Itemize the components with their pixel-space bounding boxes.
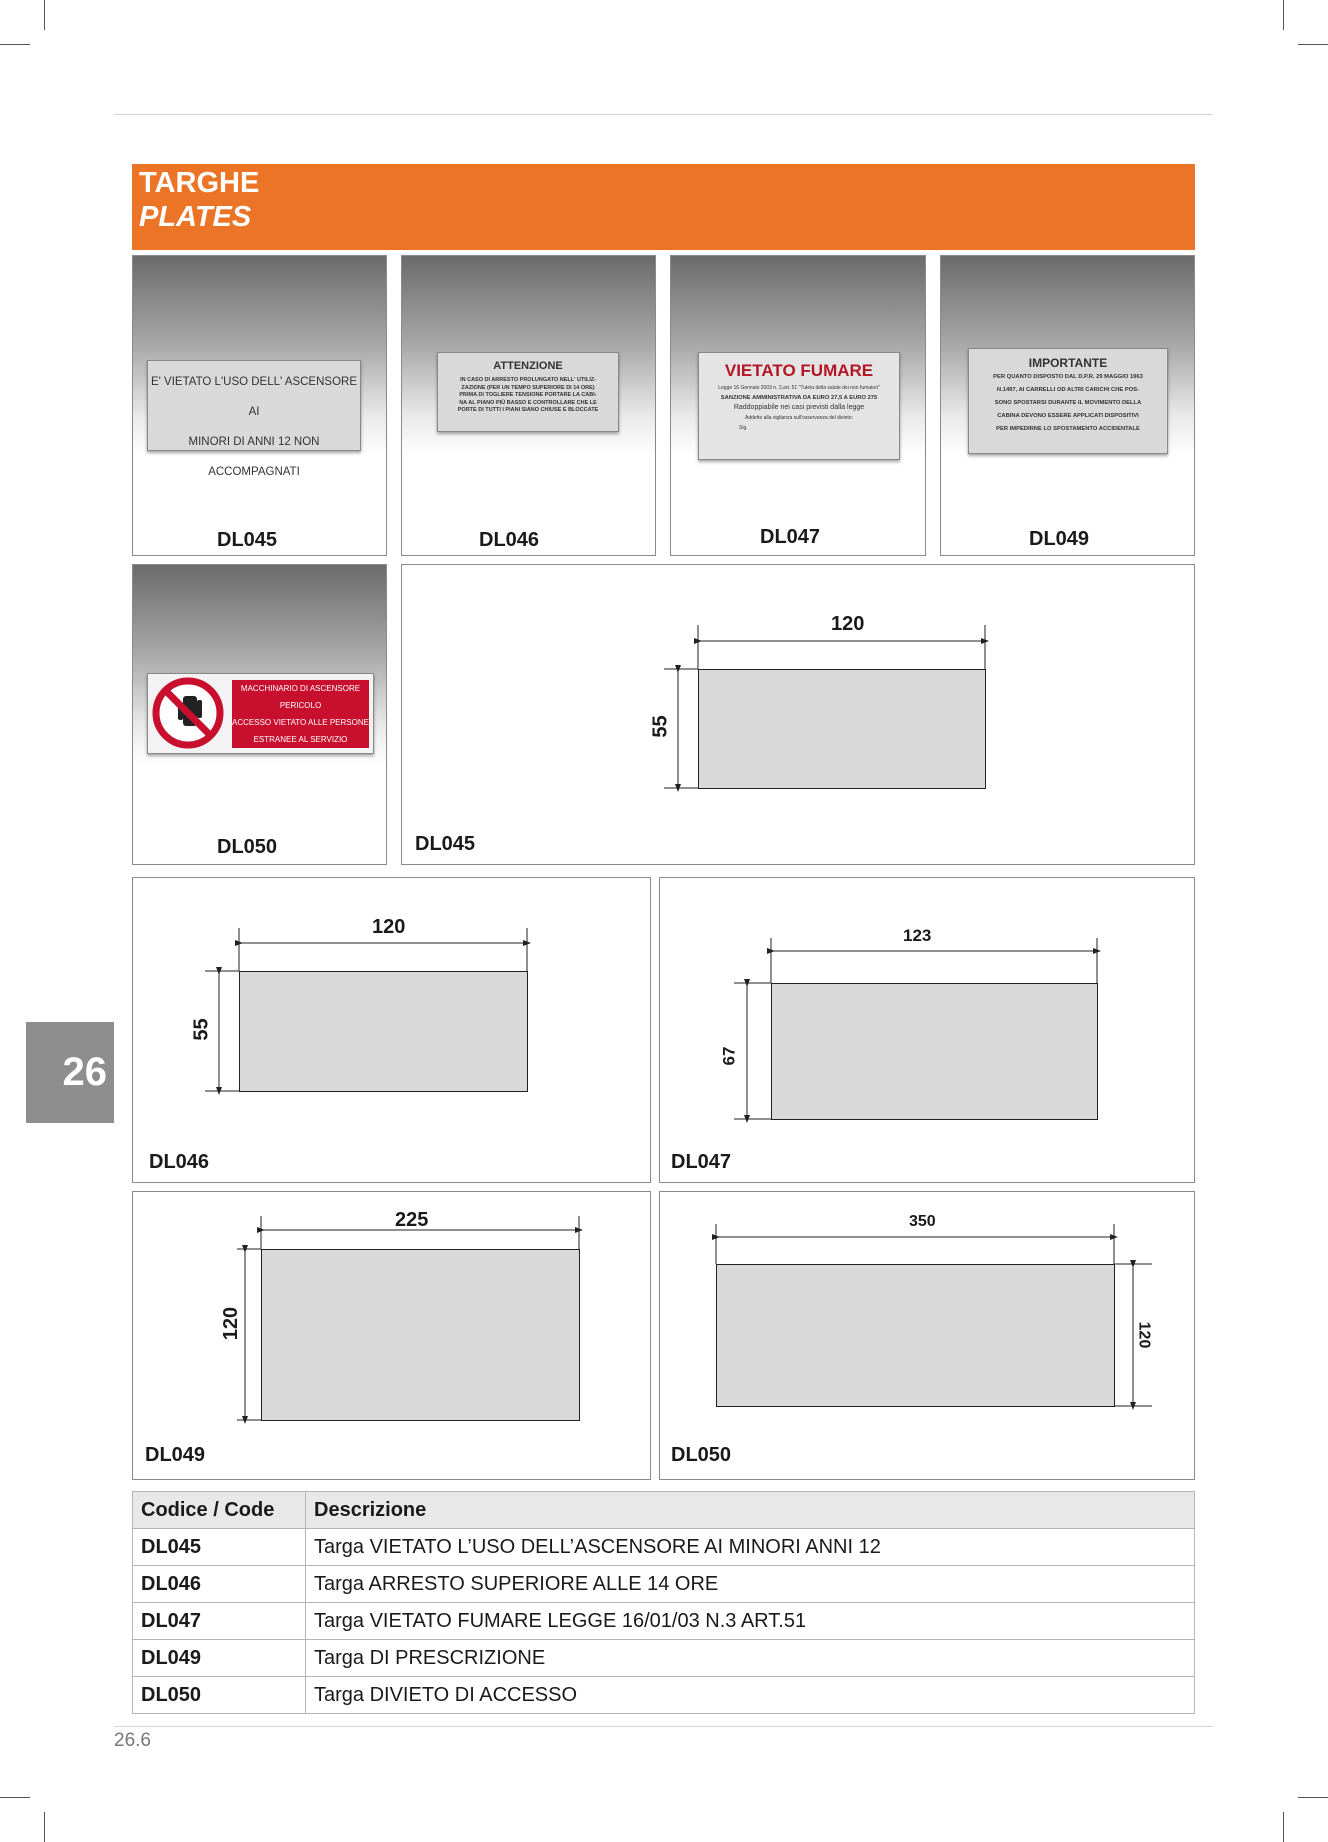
cell-description: Targa VIETATO FUMARE LEGGE 16/01/03 N.3 ART.51 <box>306 1603 1195 1640</box>
plate-text: PORTE DI TUTTI I PIANI SIANO CHIUSE E BLOCCATE <box>457 407 599 413</box>
plate-text: ACCESSO VIETATO ALLE PERSONE <box>232 718 369 727</box>
product-code: DL045 <box>217 529 278 551</box>
drawing-code: DL047 <box>671 1151 732 1173</box>
crop-mark <box>0 44 30 45</box>
section-subtitle: PLATES <box>139 201 252 233</box>
plate-outline <box>716 1264 1115 1407</box>
plate-text: MACCHINARIO DI ASCENSORE <box>240 684 361 693</box>
section-header <box>132 164 1195 250</box>
drawing-card-dl050 <box>659 1191 1195 1480</box>
cell-code: DL045 <box>133 1529 306 1566</box>
plate-text: IN CASO DI ARRESTO PROLUNGATO NELL' UTILIZ- <box>460 377 596 383</box>
plate-text: Addetto alla vigilanza sull'osservanza del divieto: <box>745 415 853 421</box>
drawing-code: DL045 <box>415 833 476 855</box>
plate-text: MINORI DI ANNI 12 NON ACCOMPAGNATI <box>188 436 320 478</box>
plate-outline <box>771 983 1098 1120</box>
section-title: TARGHE <box>139 167 260 199</box>
cell-description: Targa VIETATO L’USO DELL’ASCENSORE AI MINORI ANNI 12 <box>306 1529 1195 1566</box>
cell-code: DL046 <box>133 1566 306 1603</box>
chapter-tab: 26 <box>26 1022 114 1123</box>
spec-table <box>132 1491 1195 1714</box>
drawing-card-dl047 <box>659 877 1195 1183</box>
table-row <box>133 1677 1195 1714</box>
plate-dl046 <box>437 352 619 432</box>
plate-text: PER IMPEDIRNE LO SPOSTAMENTO ACCIDENTALE <box>996 426 1140 432</box>
product-card-dl047 <box>670 255 926 556</box>
column-header-code: Codice / Code <box>133 1492 306 1529</box>
height-label: 55 <box>190 1018 213 1041</box>
plate-dl050 <box>147 673 374 754</box>
plate-text: PER QUANTO DISPOSTO DAL D.P.R. 29 MAGGIO 1963 <box>993 374 1143 380</box>
table-row <box>133 1566 1195 1603</box>
plate-text: SANZIONE AMMINISTRATIVA DA EURO 27,5 A EURO 275 <box>720 395 878 401</box>
bottom-rule <box>114 1726 1213 1727</box>
table-row <box>133 1640 1195 1677</box>
product-card-dl050 <box>132 564 387 865</box>
width-label: 120 <box>372 916 406 938</box>
plate-text: ESTRANEE AL SERVIZIO <box>253 735 348 744</box>
crop-mark <box>1298 1797 1328 1798</box>
plate-title: IMPORTANTE <box>1028 356 1108 370</box>
table-header-row <box>133 1492 1195 1529</box>
plate-text: E' VIETATO L'USO DELL' ASCENSORE AI <box>151 376 357 418</box>
crop-mark <box>0 1797 30 1798</box>
plate-outline <box>239 971 528 1092</box>
table-row <box>133 1529 1195 1566</box>
plate-title: VIETATO FUMARE <box>724 361 874 380</box>
top-rule <box>114 114 1213 115</box>
height-label: 67 <box>719 1046 739 1066</box>
plate-dl045 <box>147 360 361 478</box>
drawing-code: DL046 <box>149 1151 210 1173</box>
product-code: DL049 <box>1029 528 1090 550</box>
drawing-card-dl049 <box>132 1191 651 1480</box>
plate-text: NA AL PIANO PIÙ BASSO E CONTROLLARE CHE LE <box>459 399 597 406</box>
plate-text: SONO SPOSTARSI DURANTE IL MOVIMENTO DELLA <box>994 400 1142 406</box>
plate-outline <box>698 669 986 789</box>
crop-mark <box>1283 1812 1284 1842</box>
plate-text: PERICOLO <box>279 701 322 710</box>
crop-mark <box>44 1812 45 1842</box>
cell-description: Targa DIVIETO DI ACCESSO <box>306 1677 1195 1714</box>
width-label: 120 <box>831 613 865 635</box>
plate-dl047 <box>698 352 900 460</box>
plate-title: ATTENZIONE <box>493 360 563 372</box>
plate-text: Sig. <box>739 425 748 431</box>
product-card-dl045 <box>132 255 387 556</box>
cell-description: Targa ARRESTO SUPERIORE ALLE 14 ORE <box>306 1566 1195 1603</box>
drawing-card-dl045 <box>401 564 1195 865</box>
plate-outline <box>261 1249 580 1421</box>
cell-code: DL047 <box>133 1603 306 1640</box>
plate-text: PRIMA DI TOGLIERE TENSIONE PORTARE LA CABI- <box>459 392 597 398</box>
cell-code: DL050 <box>133 1677 306 1714</box>
width-label: 225 <box>395 1209 429 1231</box>
crop-mark <box>1283 0 1284 30</box>
plate-text: ZAZIONE (PER UN TEMPO SUPERIORE DI 14 ORE) <box>461 384 595 391</box>
drawing-code: DL049 <box>145 1444 206 1466</box>
width-label: 350 <box>909 1213 936 1230</box>
width-label: 123 <box>903 926 932 945</box>
drawing-code: DL050 <box>671 1444 732 1466</box>
crop-mark <box>1298 44 1328 45</box>
height-label: 120 <box>220 1306 243 1341</box>
plate-red-panel <box>232 680 369 748</box>
prohibition-hand-icon <box>151 676 225 750</box>
column-header-description: Descrizione <box>306 1492 1195 1529</box>
drawing-card-dl046 <box>132 877 651 1183</box>
product-code: DL046 <box>479 529 540 551</box>
height-label: 120 <box>1135 1321 1153 1349</box>
product-card-dl046 <box>401 255 656 556</box>
plate-text: Raddoppiabile nei casi previsti dalla legge <box>733 404 865 411</box>
cell-description: Targa DI PRESCRIZIONE <box>306 1640 1195 1677</box>
plate-text: CABINA DEVONO ESSERE APPLICATI DISPOSITIVI <box>997 413 1139 419</box>
plate-dl049 <box>968 348 1168 454</box>
plate-text: Legge 16 Gennaio 2003 n. 3,art. 51 "Tutela della salute dei non fumatori" <box>718 385 880 391</box>
product-code: DL047 <box>760 526 821 548</box>
crop-mark <box>44 0 45 30</box>
cell-code: DL049 <box>133 1640 306 1677</box>
product-code: DL050 <box>217 836 278 858</box>
product-card-dl049 <box>940 255 1195 556</box>
height-label: 55 <box>649 715 672 738</box>
page-number: 26.6 <box>114 1730 151 1751</box>
table-row <box>133 1603 1195 1640</box>
plate-text: N.1497, AI CARRELLI OD ALTRI CARICHI CHE POS- <box>996 387 1140 393</box>
